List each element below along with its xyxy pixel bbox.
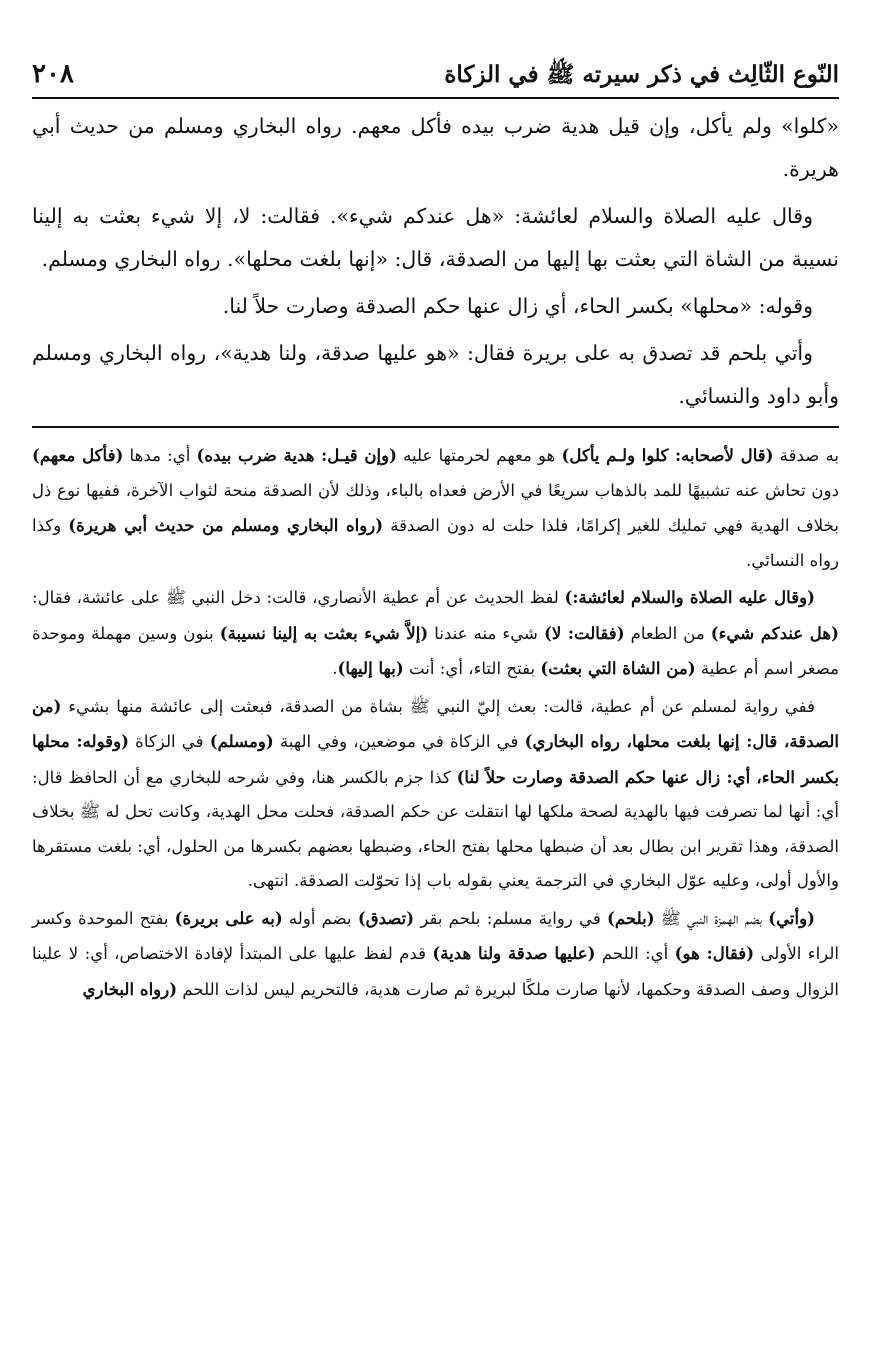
main-paragraph: «كلوا» ولم يأكل، وإن قيل هدية ضرب بيده فأكل معهم. رواه البخاري ومسلم من حديث أبي هريرة. — [32, 114, 839, 181]
main-paragraph: وأتي بلحم قد تصدق به على بريرة فقال: «هو عليها صدقة، ولنا هدية»، رواه البخاري ومسلم وأبو داود والنسائي. — [32, 341, 839, 408]
header-title: النّوع الثّالِث في ذكر سيرته ﷺ في الزكاة — [444, 61, 839, 88]
main-paragraph: وقال عليه الصلاة والسلام لعائشة: «هل عندكم شيء». فقالت: لا، إلا شيء بعثت به إلينا نسيبة من الشاة التي بعثت بها إليها من الصدقة، قال: «إنها بلغت محلها». رواه البخاري ومسلم. — [32, 204, 839, 271]
commentary-paragraph: (وقال عليه الصلاة والسلام لعائشة:) لفظ الحديث عن أم عطية الأنصاري، قالت: دخل النبي ﷺ على عائشة، فقال: (هل عندكم شيء) من الطعام (فقالت: لا) شيء منه عندنا (إلاَّ شيء بعثت به إلينا نسيبة) بنون وسين مهملة وموحدة مصغر اسم أم عطية (من الشاة التي بعثت) بفتح التاء، أي: أنت (بها إليها). — [32, 587, 839, 678]
separator-line — [32, 426, 839, 428]
page-number: ٢٠٨ — [32, 59, 74, 89]
commentary-paragraph: به صدقة (قال لأصحابه: كلوا ولـم يأكل) هو معهم لحرمتها عليه (وإن قيـل: هدية ضرب بيده) أي: مدها (فأكل معهم) دون تحاش عنه تشبيهًا للمد بالذهاب سريعًا في الأرض فعداه بالباء، وذلك لأن الصدقة منحة لثواب الآخرة، ففيها نوع ذل بخلاف الهدية فهي تمليك للغير إكرامًا، فلذا حلت له دون الصدقة (رواه البخاري ومسلم من حديث أبي هريرة) وكذا رواه النسائي. — [32, 445, 839, 570]
commentary-paragraph: (وأتي) بضم الهمزة النبي ﷺ (بلحم) في رواية مسلم: بلحم بقر (تصدق) بضم أوله (به على بريرة) بفتح الموحدة وكسر الراء الأولى (فقال: هو) أي: اللحم (عليها صدقة ولنا هدية) قدم لفظ عليها على المبتدأ لإفادة الاختصاص، أي: لا علينا الزوال وصف الصدقة وحكمها، لأنها صارت ملكًا لبريرة ثم صارت هدية، فالتحريم ليس لذات اللحم (رواه البخاري — [32, 907, 839, 999]
main-text — [32, 105, 839, 418]
commentary — [32, 438, 839, 1007]
commentary-paragraph: ففي رواية لمسلم عن أم عطية، قالت: بعث إليّ النبي ﷺ بشاة من الصدقة، فبعثت إلى عائشة منها بشيء (من الصدقة، قال: إنها بلغت محلها، رواه البخاري) في الزكاة في موضعين، وفي الهبة (ومسلم) في الزكاة (وقوله: محلها بكسر الحاء، أي: زال عنها حكم الصدقة وصارت حلاً لنا) كذا جزم بالكسر هنا، وفي شرحه للبخاري مع أن الحافظ قال: أي: أنها لما تصرفت فيها بالهدية لصحة ملكها لها انتقلت عن حكم الصدقة، فحلت محل الهدية، وكانت تحل له ﷺ بخلاف الصدقة، وهذا تقرير ابن بطال بعد أن ضبطها محلها بفتح الحاء، وضبطها بعضهم بكسرها من الحلول، أي: بلغت مستقرها والأول أولى، وعليه عوّل البخاري في الترجمة يعني بقوله باب إذا تحوّلت الصدقة. انتهى. — [32, 695, 840, 890]
main-paragraph: وقوله: «محلها» بكسر الحاء، أي زال عنها حكم الصدقة وصارت حلاً لنا. — [222, 294, 813, 318]
running-header — [32, 58, 839, 99]
